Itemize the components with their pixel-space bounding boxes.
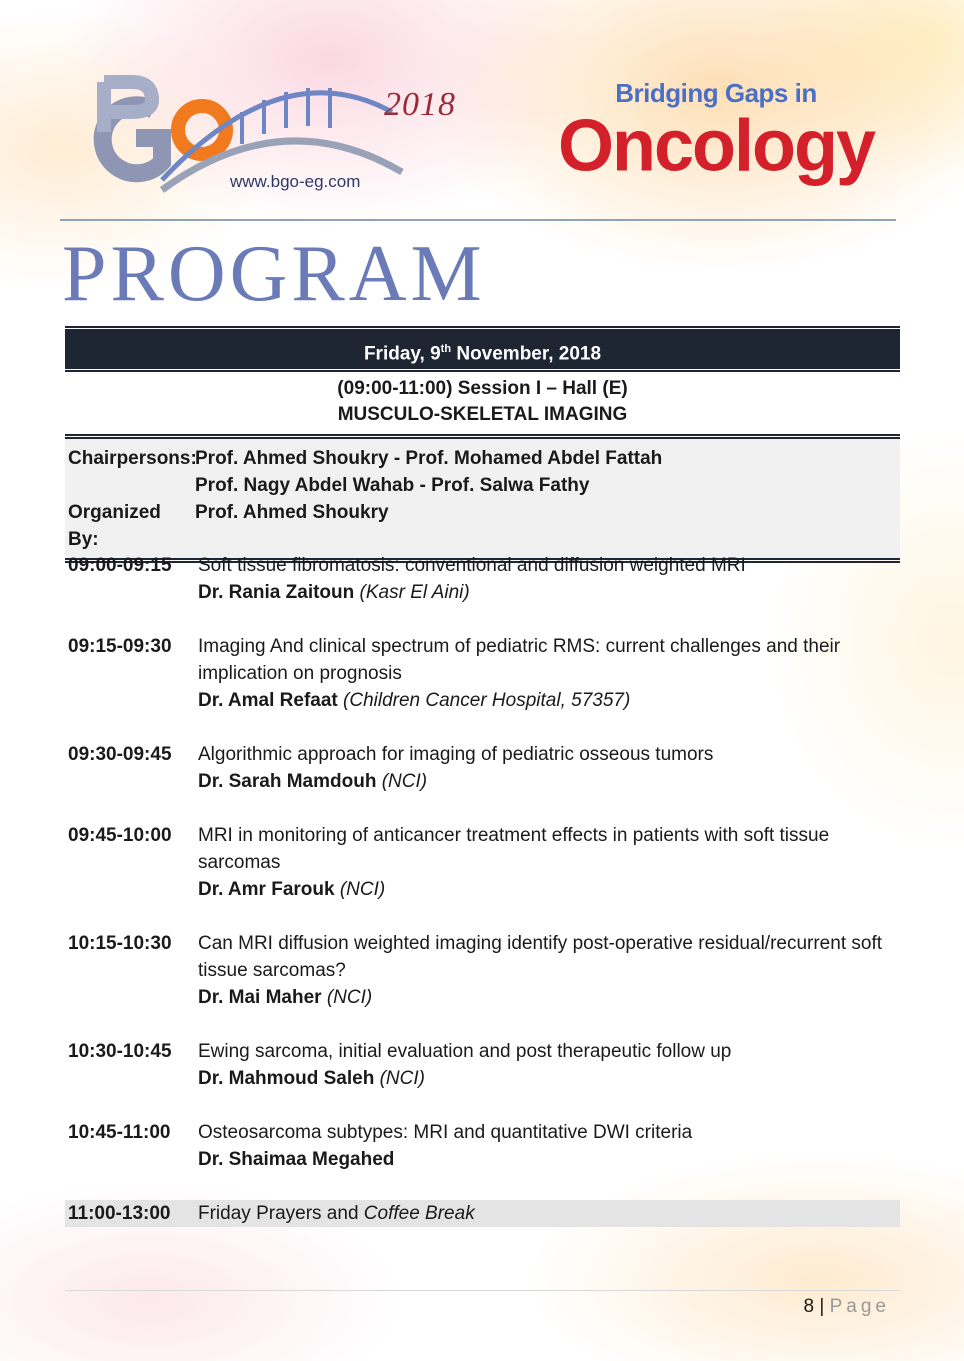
talk-title: Osteosarcoma subtypes: MRI and quantitative DWI criteria <box>198 1122 693 1143</box>
talk-time: 09:30-09:45 <box>68 744 172 765</box>
talk-body <box>198 552 900 606</box>
talk-institution: (NCI) <box>376 771 428 792</box>
talk-title: MRI in monitoring of anticancer treatment effects in patients with soft tissue sarcomas <box>198 825 830 873</box>
talk-body <box>198 930 900 1011</box>
talk-speaker: Dr. Shaimaa Megahed <box>198 1149 395 1170</box>
talk-time: 10:15-10:30 <box>68 933 172 954</box>
page-label: Page <box>829 1296 890 1317</box>
talk-time: 09:00-09:15 <box>68 555 172 576</box>
page-footer <box>804 1296 890 1318</box>
date-rest: November, 2018 <box>451 343 602 365</box>
talk-institution: (Children Cancer Hospital, 57357) <box>337 690 631 711</box>
session-topic: MUSCULO-SKELETAL IMAGING <box>337 404 628 425</box>
chair-row <box>68 472 900 499</box>
session-table <box>65 326 900 563</box>
talk-speaker: Dr. Sarah Mamdouh <box>198 771 377 792</box>
chairpersons-line-1: Prof. Ahmed Shoukry - Prof. Mohamed Abdel Fattah <box>195 448 663 469</box>
talk-body <box>198 1119 900 1173</box>
spacer <box>68 472 195 499</box>
talk-title: Soft tissue fibromatosis: conventional and diffusion weighted MRI <box>198 555 746 576</box>
date-bar <box>65 331 900 367</box>
talk-item <box>65 930 900 1011</box>
talk-item <box>65 822 900 903</box>
talk-body <box>198 633 900 714</box>
header-divider <box>60 219 896 221</box>
talk-title: Imaging And clinical spectrum of pediatric RMS: current challenges and their implication on prognosis <box>198 636 841 684</box>
brand-tagline: Bridging Gaps in <box>615 78 817 108</box>
organizer-name: Prof. Ahmed Shoukry <box>195 502 389 523</box>
talk-speaker: Dr. Amr Farouk <box>198 879 335 900</box>
bgo-logo <box>92 72 492 202</box>
talk-title: Ewing sarcoma, initial evaluation and post therapeutic follow up <box>198 1041 732 1062</box>
break-time: 11:00-13:00 <box>68 1203 171 1224</box>
talk-body <box>198 741 900 795</box>
coffee-break-label: Coffee Break <box>363 1203 475 1224</box>
talk-item <box>65 552 900 606</box>
brand-name: Oncology <box>557 105 874 187</box>
logo-url: www.bgo-eg.com <box>230 172 361 191</box>
talk-institution: (NCI) <box>334 879 386 900</box>
talk-item <box>65 741 900 795</box>
chairpersons-line-2: Prof. Nagy Abdel Wahab - Prof. Salwa Fathy <box>195 475 590 496</box>
session-heading <box>65 372 900 434</box>
talk-speaker: Dr. Mahmoud Saleh <box>198 1068 375 1089</box>
brand-title <box>556 78 876 187</box>
chair-row <box>68 445 900 472</box>
chairpersons-block <box>65 439 900 558</box>
talk-list <box>65 552 900 1227</box>
break-row <box>65 1200 900 1227</box>
talk-time: 10:45-11:00 <box>68 1122 171 1143</box>
page-title: PROGRAM <box>62 230 486 318</box>
talk-institution: (NCI) <box>321 987 373 1008</box>
talk-speaker: Dr. Mai Maher <box>198 987 322 1008</box>
footer-divider <box>65 1290 900 1291</box>
break-text: Friday Prayers and <box>198 1203 364 1224</box>
talk-institution: (Kasr El Aini) <box>354 582 470 603</box>
date-prefix: Friday, 9 <box>363 343 441 365</box>
talk-time: 10:30-10:45 <box>68 1041 172 1062</box>
talk-institution: (NCI) <box>374 1068 425 1089</box>
talk-speaker: Dr. Amal Refaat <box>198 690 338 711</box>
organized-by-label: Organized By: <box>68 502 161 550</box>
talk-body <box>198 1038 900 1092</box>
talk-time: 09:45-10:00 <box>68 825 172 846</box>
talk-title: Can MRI diffusion weighted imaging identify post-operative residual/recurrent soft tissue sarcomas? <box>198 933 882 981</box>
footer-separator: | <box>814 1296 830 1317</box>
date-suffix-ordinal: th <box>440 343 452 355</box>
talk-body <box>198 822 900 903</box>
talk-time: 09:15-09:30 <box>68 636 172 657</box>
talk-item <box>65 633 900 714</box>
talk-item <box>65 1038 900 1092</box>
talk-speaker: Dr. Rania Zaitoun <box>198 582 355 603</box>
chairpersons-label: Chairpersons: <box>68 448 197 469</box>
session-time-hall: (09:00-11:00) Session I – Hall (E) <box>337 378 628 399</box>
organizer-row <box>68 499 900 553</box>
page-number: 8 <box>803 1296 815 1317</box>
talk-item <box>65 1119 900 1173</box>
talk-title: Algorithmic approach for imaging of pediatric osseous tumors <box>198 744 714 765</box>
logo-year: 2018 <box>384 86 456 123</box>
